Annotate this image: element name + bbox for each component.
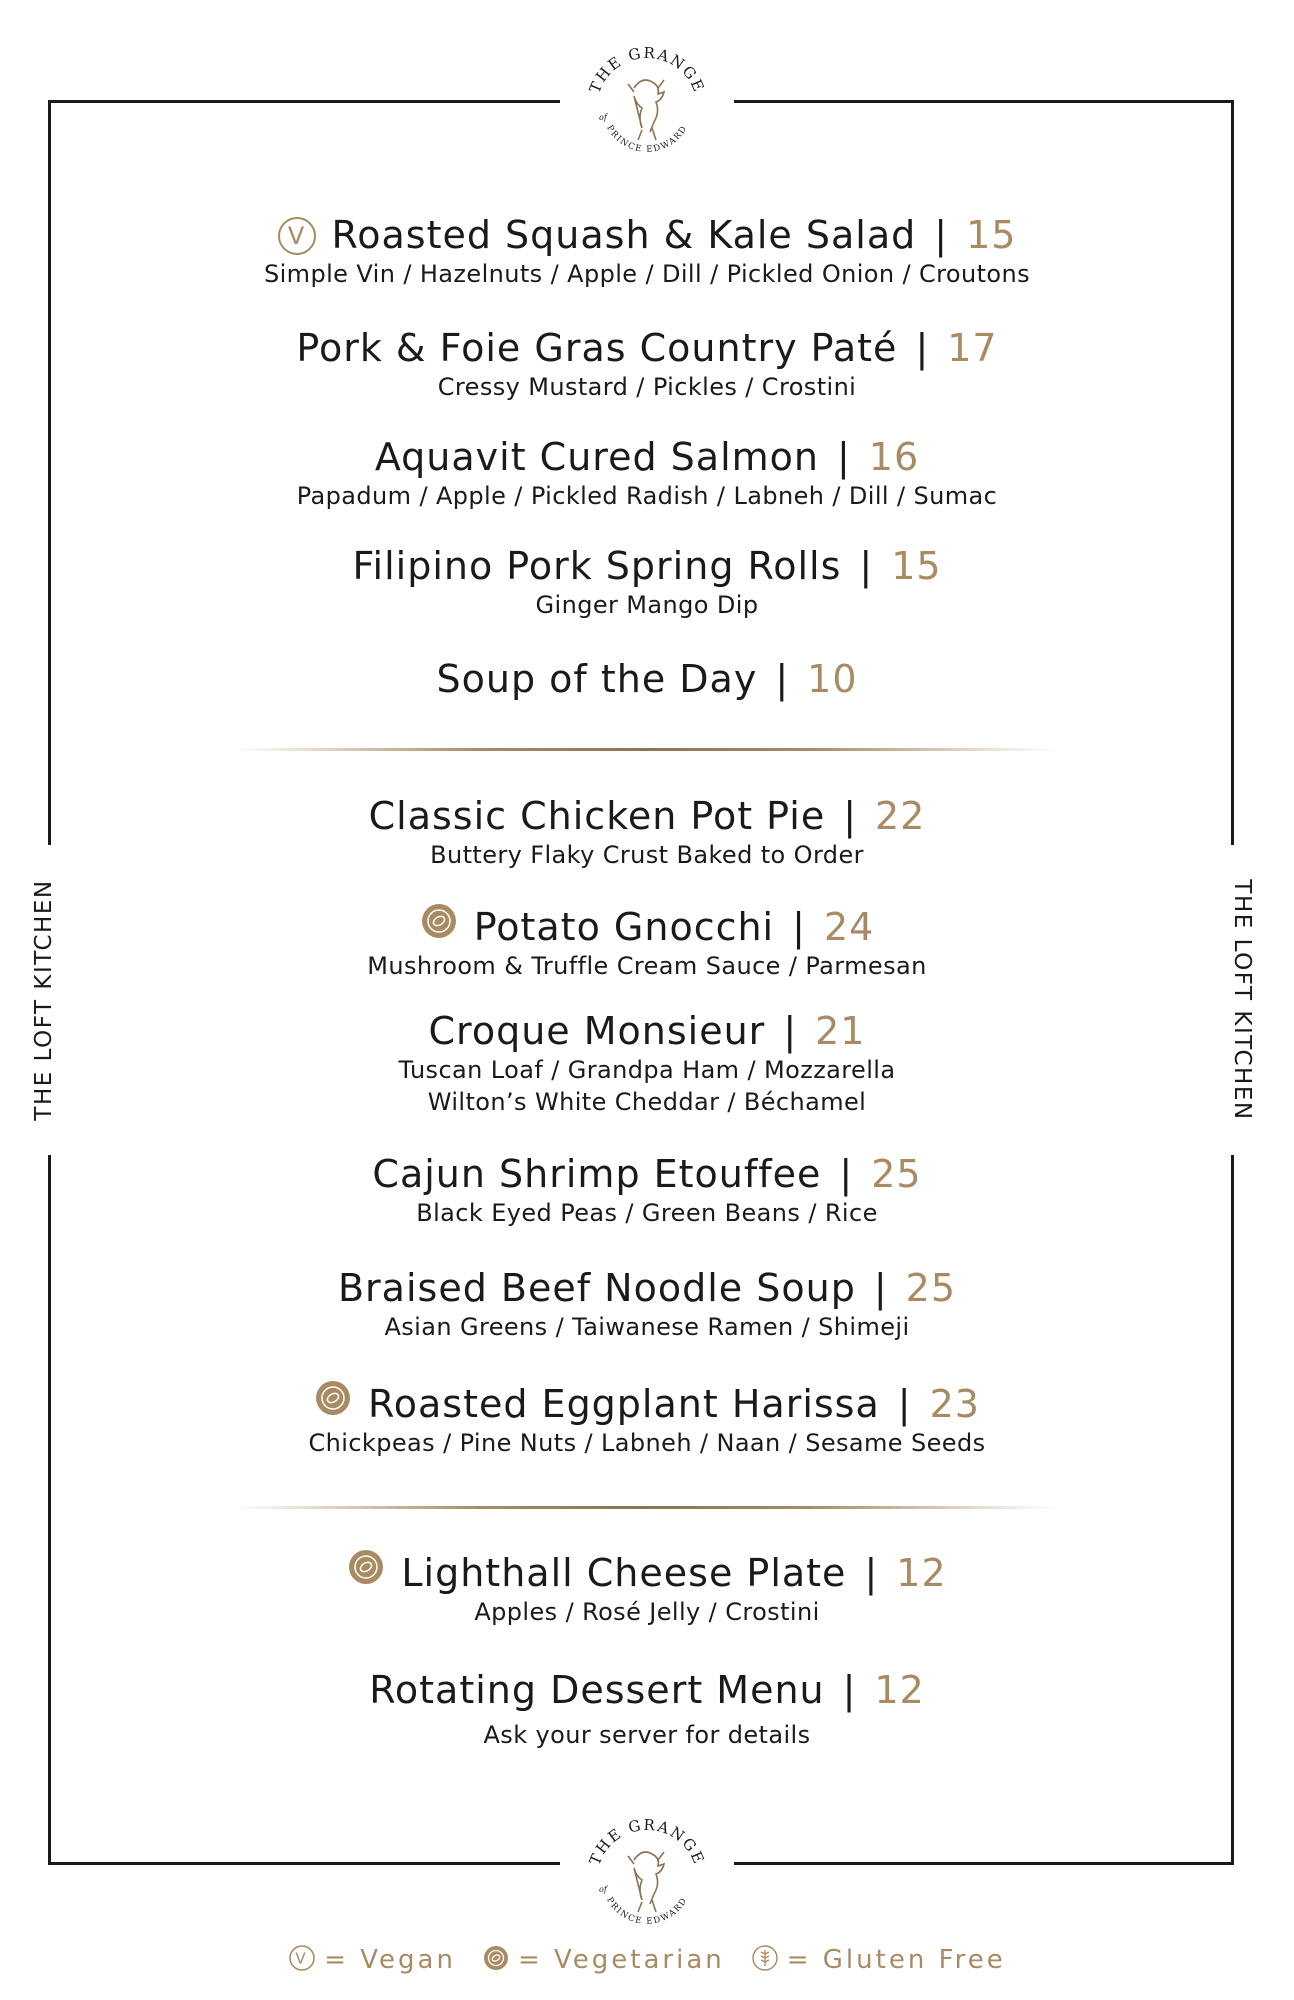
menu-item-title [0, 212, 1294, 258]
side-label-left: THE LOFT KITCHEN [31, 879, 57, 1121]
price-separator: | [783, 1009, 798, 1053]
price-separator: | [897, 1382, 912, 1426]
price-separator: | [839, 1152, 854, 1196]
menu-item-description: Ask your server for details [483, 1721, 811, 1749]
menu-item-title [0, 1667, 1294, 1713]
price-separator: | [934, 213, 949, 257]
menu-item-title [0, 1379, 1294, 1427]
menu-item-description: Buttery Flaky Crust Baked to Order [430, 841, 864, 869]
menu-item-description: Chickpeas / Pine Nuts / Labneh / Naan / Sesame Seeds [308, 1429, 986, 1457]
menu-item-description: Papadum / Apple / Pickled Radish / Labneh / Dill / Sumac [296, 482, 998, 510]
price-separator: | [775, 657, 790, 701]
grange-logo-bottom [572, 1800, 722, 1950]
menu-item-description: Wilton’s White Cheddar / Béchamel [427, 1088, 867, 1116]
menu-item-description: Cressy Mustard / Pickles / Crostini [437, 373, 857, 401]
logo-text-bottom: PRINCE EDWARD [604, 1895, 690, 1927]
section-divider [235, 748, 1055, 751]
vegetarian-icon [420, 902, 458, 940]
menu-item-title [0, 325, 1294, 371]
price-separator: | [915, 326, 930, 370]
menu-item-title [0, 902, 1294, 950]
menu-item-name: Filipino Pork Spring Rolls [352, 544, 842, 588]
menu-item-name: Braised Beef Noodle Soup [337, 1266, 856, 1310]
price-separator: | [843, 794, 858, 838]
menu-item [0, 1548, 1294, 1628]
vegetarian-icon [347, 1548, 385, 1586]
menu-item-price: 21 [815, 1009, 866, 1053]
svg-text:THE GRANGE [586, 1816, 709, 1868]
menu-item-description: Tuscan Loaf / Grandpa Ham / Mozzarella [398, 1056, 896, 1084]
menu-item-name: Pork & Foie Gras Country Paté [296, 326, 898, 370]
menu-item-price: 12 [896, 1551, 947, 1595]
menu-item-price: 25 [905, 1266, 956, 1310]
menu-item [0, 1151, 1294, 1229]
menu-item-price: 10 [807, 657, 858, 701]
menu-item [0, 325, 1294, 403]
legend-label-vegetarian: = Vegetarian [517, 1945, 725, 1975]
price-separator: | [836, 435, 851, 479]
vegetarian-icon [314, 1379, 352, 1417]
menu-item-description: Black Eyed Peas / Green Beans / Rice [416, 1199, 878, 1227]
menu-item-price: 24 [823, 905, 875, 949]
menu-item-title [0, 1265, 1294, 1311]
price-separator: | [842, 1668, 857, 1712]
menu-item-name: Soup of the Day [436, 657, 758, 701]
menu-item [0, 212, 1294, 290]
menu-item-title [0, 793, 1294, 839]
vegan-icon [288, 1944, 316, 1979]
legend-label-gluten-free: = Gluten Free [786, 1945, 1006, 1975]
menu-item-title [0, 434, 1294, 480]
menu-item [0, 656, 1294, 702]
logo-text-small: of [599, 1885, 607, 1894]
menu-item-price: 17 [947, 326, 998, 370]
grange-logo-icon [572, 28, 722, 178]
menu-item-price: 25 [871, 1152, 922, 1196]
menu-item [0, 434, 1294, 512]
menu-item-price: 15 [891, 544, 942, 588]
legend-label-vegan: = Vegan [324, 1945, 456, 1975]
dietary-legend [0, 1944, 1294, 1979]
logo-text-top: THE GRANGE [585, 43, 709, 96]
menu-item-price: 16 [868, 435, 920, 479]
vegan-icon: V [278, 217, 316, 255]
menu-item-description: Simple Vin / Hazelnuts / Apple / Dill / Pickled Onion / Croutons [263, 260, 1031, 288]
vegetarian-icon [482, 1944, 510, 1979]
menu-item [0, 1667, 1294, 1751]
menu-item-name: Aquavit Cured Salmon [374, 435, 819, 479]
menu-item-price: 15 [966, 213, 1017, 257]
menu-item [0, 902, 1294, 982]
menu-item-name: Lighthall Cheese Plate [401, 1551, 847, 1595]
menu-item-name: Potato Gnocchi [473, 905, 775, 949]
logo-text-top: THE GRANGE [585, 1815, 709, 1868]
menu-item-price: 23 [929, 1382, 980, 1426]
menu-item-name: Roasted Eggplant Harissa [368, 1382, 880, 1426]
menu-item-title [0, 1008, 1294, 1054]
menu-item-price: 12 [874, 1668, 925, 1712]
price-separator: | [873, 1266, 888, 1310]
menu-item [0, 1379, 1294, 1459]
menu-item-name: Roasted Squash & Kale Salad [331, 213, 917, 257]
menu-item-name: Classic Chicken Pot Pie [368, 794, 826, 838]
svg-text:PRINCE EDWARD [604, 124, 690, 155]
menu-item-description: Asian Greens / Taiwanese Ramen / Shimeji [384, 1313, 910, 1341]
svg-text:V: V [295, 1949, 309, 1968]
menu-item-name: Rotating Dessert Menu [369, 1668, 825, 1712]
svg-text:THE GRANGE [586, 44, 709, 96]
logo-text-bottom: PRINCE EDWARD [604, 123, 690, 155]
menu-item-name: Cajun Shrimp Etouffee [372, 1152, 822, 1196]
menu-item-title [0, 1548, 1294, 1596]
price-separator: | [859, 544, 874, 588]
section-divider [235, 1506, 1055, 1509]
menu-item [0, 793, 1294, 871]
menu-item [0, 543, 1294, 621]
grange-logo-icon [572, 1800, 722, 1950]
price-separator: | [792, 905, 806, 949]
svg-text:PRINCE EDWARD [604, 1896, 690, 1927]
menu-item-name: Croque Monsieur [428, 1009, 766, 1053]
menu-item [0, 1008, 1294, 1118]
menu-item-title [0, 543, 1294, 589]
menu-item-description: Ginger Mango Dip [535, 591, 759, 619]
grange-logo-top [572, 28, 722, 178]
menu-item-description: Apples / Rosé Jelly / Crostini [474, 1598, 820, 1626]
gluten-free-icon [751, 1944, 779, 1979]
menu-item-price: 22 [875, 794, 926, 838]
price-separator: | [864, 1551, 879, 1595]
logo-text-small: of [599, 113, 607, 122]
menu-item-description: Mushroom & Truffle Cream Sauce / Parmesan [367, 952, 927, 980]
side-label-right: THE LOFT KITCHEN [1229, 879, 1255, 1121]
menu-item [0, 1265, 1294, 1343]
menu-item-title [0, 656, 1294, 702]
menu-item-title [0, 1151, 1294, 1197]
